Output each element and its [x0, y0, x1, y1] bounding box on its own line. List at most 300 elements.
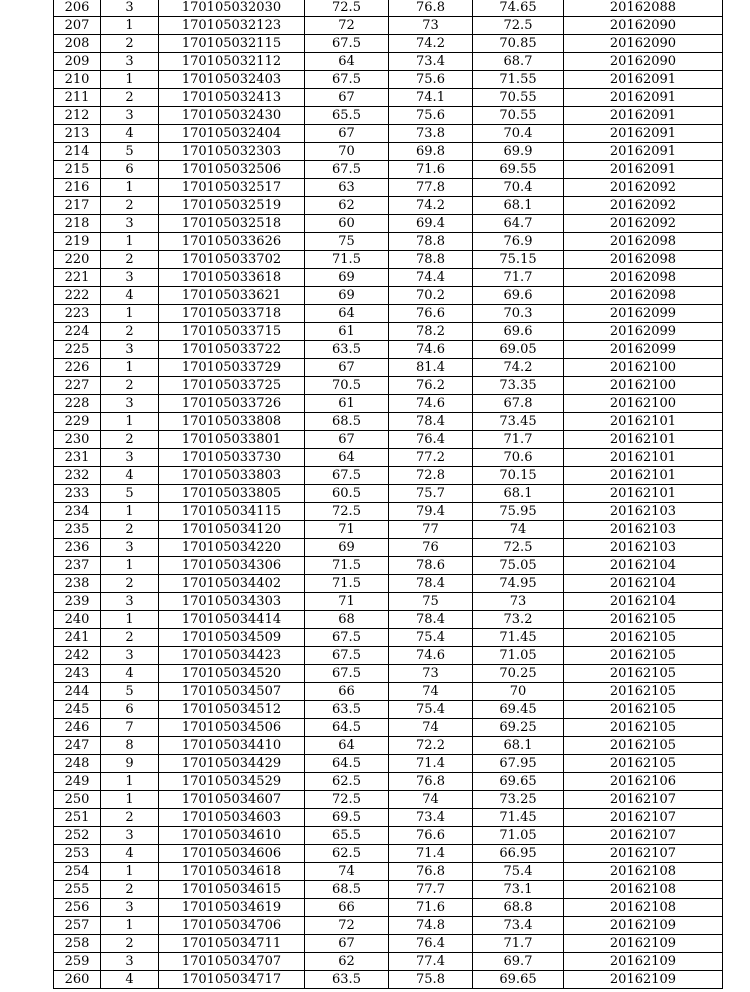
written-score-cell: 62.5	[305, 845, 389, 863]
seq-cell: 259	[54, 953, 101, 971]
table-row	[54, 197, 723, 215]
seq-cell: 237	[54, 557, 101, 575]
interview-score-cell: 69.4	[389, 215, 473, 233]
total-score-cell: 69.55	[473, 161, 564, 179]
total-score-cell: 75.15	[473, 251, 564, 269]
candidate-id-cell: 170105034619	[159, 899, 305, 917]
candidate-id-cell: 170105034303	[159, 593, 305, 611]
written-score-cell: 67	[305, 359, 389, 377]
written-score-cell: 71	[305, 521, 389, 539]
interview-score-cell: 70.2	[389, 287, 473, 305]
candidate-id-cell: 170105032430	[159, 107, 305, 125]
seq-cell: 246	[54, 719, 101, 737]
seq-cell: 260	[54, 971, 101, 989]
written-score-cell: 72.5	[305, 791, 389, 809]
position-code-cell: 20162091	[564, 71, 723, 89]
total-score-cell: 73.2	[473, 611, 564, 629]
rank-cell: 3	[101, 899, 159, 917]
written-score-cell: 68	[305, 611, 389, 629]
seq-cell: 222	[54, 287, 101, 305]
seq-cell: 221	[54, 269, 101, 287]
candidate-id-cell: 170105034603	[159, 809, 305, 827]
rank-cell: 7	[101, 719, 159, 737]
rank-cell: 2	[101, 521, 159, 539]
position-code-cell: 20162108	[564, 881, 723, 899]
position-code-cell: 20162107	[564, 809, 723, 827]
position-code-cell: 20162101	[564, 449, 723, 467]
total-score-cell: 70.55	[473, 89, 564, 107]
rank-cell: 3	[101, 269, 159, 287]
position-code-cell: 20162105	[564, 629, 723, 647]
position-code-cell: 20162108	[564, 863, 723, 881]
candidate-id-cell: 170105032519	[159, 197, 305, 215]
total-score-cell: 70.6	[473, 449, 564, 467]
rank-cell: 5	[101, 485, 159, 503]
interview-score-cell: 78.6	[389, 557, 473, 575]
rank-cell: 3	[101, 395, 159, 413]
total-score-cell: 73.1	[473, 881, 564, 899]
candidate-id-cell: 170105033621	[159, 287, 305, 305]
interview-score-cell: 74.6	[389, 341, 473, 359]
total-score-cell: 73	[473, 593, 564, 611]
written-score-cell: 67.5	[305, 647, 389, 665]
total-score-cell: 73.4	[473, 917, 564, 935]
table-row	[54, 755, 723, 773]
seq-cell: 236	[54, 539, 101, 557]
position-code-cell: 20162101	[564, 413, 723, 431]
seq-cell: 247	[54, 737, 101, 755]
table-row	[54, 53, 723, 71]
position-code-cell: 20162108	[564, 899, 723, 917]
candidate-id-cell: 170105033729	[159, 359, 305, 377]
table-row	[54, 305, 723, 323]
written-score-cell: 68.5	[305, 881, 389, 899]
candidate-id-cell: 170105034410	[159, 737, 305, 755]
rank-cell: 1	[101, 413, 159, 431]
table-row	[54, 719, 723, 737]
table-row	[54, 521, 723, 539]
rank-cell: 1	[101, 179, 159, 197]
seq-cell: 244	[54, 683, 101, 701]
position-code-cell: 20162092	[564, 197, 723, 215]
interview-score-cell: 77.4	[389, 953, 473, 971]
total-score-cell: 71.7	[473, 269, 564, 287]
position-code-cell: 20162091	[564, 89, 723, 107]
total-score-cell: 68.1	[473, 737, 564, 755]
position-code-cell: 20162090	[564, 35, 723, 53]
interview-score-cell: 73.4	[389, 53, 473, 71]
total-score-cell: 74	[473, 521, 564, 539]
rank-cell: 2	[101, 629, 159, 647]
rank-cell: 2	[101, 251, 159, 269]
candidate-id-cell: 170105032303	[159, 143, 305, 161]
position-code-cell: 20162107	[564, 791, 723, 809]
written-score-cell: 67	[305, 431, 389, 449]
candidate-id-cell: 170105032506	[159, 161, 305, 179]
interview-score-cell: 75.6	[389, 71, 473, 89]
candidate-id-cell: 170105034306	[159, 557, 305, 575]
table-row	[54, 647, 723, 665]
candidate-id-cell: 170105033618	[159, 269, 305, 287]
written-score-cell: 69.5	[305, 809, 389, 827]
total-score-cell: 75.05	[473, 557, 564, 575]
interview-score-cell: 74.6	[389, 395, 473, 413]
table-row	[54, 953, 723, 971]
table-row	[54, 377, 723, 395]
position-code-cell: 20162105	[564, 755, 723, 773]
written-score-cell: 66	[305, 899, 389, 917]
position-code-cell: 20162103	[564, 503, 723, 521]
position-code-cell: 20162103	[564, 521, 723, 539]
seq-cell: 239	[54, 593, 101, 611]
total-score-cell: 70.55	[473, 107, 564, 125]
total-score-cell: 76.9	[473, 233, 564, 251]
interview-score-cell: 79.4	[389, 503, 473, 521]
position-code-cell: 20162105	[564, 701, 723, 719]
written-score-cell: 60	[305, 215, 389, 233]
interview-score-cell: 78.4	[389, 413, 473, 431]
interview-score-cell: 77	[389, 521, 473, 539]
rank-cell: 4	[101, 467, 159, 485]
written-score-cell: 71.5	[305, 251, 389, 269]
rank-cell: 4	[101, 287, 159, 305]
candidate-id-cell: 170105034618	[159, 863, 305, 881]
table-row	[54, 269, 723, 287]
total-score-cell: 70.4	[473, 125, 564, 143]
table-row	[54, 215, 723, 233]
table-row	[54, 845, 723, 863]
position-code-cell: 20162104	[564, 575, 723, 593]
candidate-id-cell: 170105032413	[159, 89, 305, 107]
interview-score-cell: 73.4	[389, 809, 473, 827]
seq-cell: 235	[54, 521, 101, 539]
total-score-cell: 71.55	[473, 71, 564, 89]
written-score-cell: 66	[305, 683, 389, 701]
seq-cell: 231	[54, 449, 101, 467]
position-code-cell: 20162091	[564, 107, 723, 125]
seq-cell: 254	[54, 863, 101, 881]
table-row	[54, 539, 723, 557]
total-score-cell: 72.5	[473, 17, 564, 35]
seq-cell: 242	[54, 647, 101, 665]
candidate-id-cell: 170105033726	[159, 395, 305, 413]
table-row	[54, 629, 723, 647]
total-score-cell: 69.9	[473, 143, 564, 161]
seq-cell: 240	[54, 611, 101, 629]
total-score-cell: 71.7	[473, 431, 564, 449]
interview-score-cell: 78.4	[389, 575, 473, 593]
interview-score-cell: 71.4	[389, 755, 473, 773]
interview-score-cell: 74	[389, 719, 473, 737]
table-row	[54, 143, 723, 161]
written-score-cell: 70.5	[305, 377, 389, 395]
table-row	[54, 737, 723, 755]
position-code-cell: 20162091	[564, 143, 723, 161]
seq-cell: 245	[54, 701, 101, 719]
total-score-cell: 74.95	[473, 575, 564, 593]
written-score-cell: 64	[305, 449, 389, 467]
table-row	[54, 701, 723, 719]
candidate-id-cell: 170105034509	[159, 629, 305, 647]
written-score-cell: 64	[305, 305, 389, 323]
table-row	[54, 971, 723, 989]
candidate-id-cell: 170105034711	[159, 935, 305, 953]
total-score-cell: 66.95	[473, 845, 564, 863]
position-code-cell: 20162107	[564, 827, 723, 845]
table-row	[54, 413, 723, 431]
position-code-cell: 20162099	[564, 341, 723, 359]
total-score-cell: 69.25	[473, 719, 564, 737]
interview-score-cell: 77.7	[389, 881, 473, 899]
written-score-cell: 67	[305, 935, 389, 953]
interview-score-cell: 76.6	[389, 305, 473, 323]
interview-score-cell: 74	[389, 791, 473, 809]
interview-score-cell: 75.7	[389, 485, 473, 503]
written-score-cell: 63	[305, 179, 389, 197]
rank-cell: 3	[101, 341, 159, 359]
interview-score-cell: 78.8	[389, 251, 473, 269]
seq-cell: 252	[54, 827, 101, 845]
position-code-cell: 20162109	[564, 917, 723, 935]
rank-cell: 4	[101, 971, 159, 989]
total-score-cell: 69.6	[473, 323, 564, 341]
table-row	[54, 125, 723, 143]
total-score-cell: 71.7	[473, 935, 564, 953]
interview-score-cell: 73	[389, 665, 473, 683]
candidate-id-cell: 170105034512	[159, 701, 305, 719]
written-score-cell: 65.5	[305, 827, 389, 845]
candidate-id-cell: 170105033801	[159, 431, 305, 449]
interview-score-cell: 76.6	[389, 827, 473, 845]
seq-cell: 218	[54, 215, 101, 233]
seq-cell: 211	[54, 89, 101, 107]
table-row	[54, 683, 723, 701]
written-score-cell: 72	[305, 17, 389, 35]
written-score-cell: 67.5	[305, 665, 389, 683]
rank-cell: 6	[101, 701, 159, 719]
interview-score-cell: 74.2	[389, 35, 473, 53]
candidate-id-cell: 170105033730	[159, 449, 305, 467]
table-row	[54, 809, 723, 827]
rank-cell: 3	[101, 539, 159, 557]
total-score-cell: 69.6	[473, 287, 564, 305]
total-score-cell: 69.05	[473, 341, 564, 359]
rank-cell: 1	[101, 359, 159, 377]
candidate-id-cell: 170105034610	[159, 827, 305, 845]
interview-score-cell: 75.6	[389, 107, 473, 125]
table-row	[54, 935, 723, 953]
interview-score-cell: 76.8	[389, 773, 473, 791]
rank-cell: 5	[101, 683, 159, 701]
written-score-cell: 64.5	[305, 755, 389, 773]
position-code-cell: 20162105	[564, 683, 723, 701]
written-score-cell: 64	[305, 737, 389, 755]
rank-cell: 2	[101, 377, 159, 395]
position-code-cell: 20162099	[564, 323, 723, 341]
seq-cell: 229	[54, 413, 101, 431]
position-code-cell: 20162103	[564, 539, 723, 557]
written-score-cell: 69	[305, 287, 389, 305]
rank-cell: 1	[101, 863, 159, 881]
position-code-cell: 20162098	[564, 287, 723, 305]
interview-score-cell: 69.8	[389, 143, 473, 161]
written-score-cell: 71	[305, 593, 389, 611]
written-score-cell: 74	[305, 863, 389, 881]
table-row	[54, 359, 723, 377]
position-code-cell: 20162099	[564, 305, 723, 323]
seq-cell: 220	[54, 251, 101, 269]
written-score-cell: 65.5	[305, 107, 389, 125]
table-row	[54, 881, 723, 899]
table-row	[54, 899, 723, 917]
table-row	[54, 161, 723, 179]
interview-score-cell: 75.4	[389, 701, 473, 719]
written-score-cell: 67	[305, 125, 389, 143]
position-code-cell: 20162090	[564, 17, 723, 35]
rank-cell: 1	[101, 233, 159, 251]
table-row	[54, 0, 723, 17]
table-row	[54, 89, 723, 107]
total-score-cell: 70.25	[473, 665, 564, 683]
table-row	[54, 449, 723, 467]
written-score-cell: 71.5	[305, 557, 389, 575]
rank-cell: 1	[101, 791, 159, 809]
written-score-cell: 67.5	[305, 35, 389, 53]
total-score-cell: 73.45	[473, 413, 564, 431]
table-row	[54, 323, 723, 341]
seq-cell: 212	[54, 107, 101, 125]
candidate-id-cell: 170105034120	[159, 521, 305, 539]
total-score-cell: 70	[473, 683, 564, 701]
candidate-id-cell: 170105033722	[159, 341, 305, 359]
seq-cell: 253	[54, 845, 101, 863]
seq-cell: 241	[54, 629, 101, 647]
rank-cell: 4	[101, 665, 159, 683]
position-code-cell: 20162105	[564, 665, 723, 683]
total-score-cell: 68.7	[473, 53, 564, 71]
rank-cell: 6	[101, 161, 159, 179]
interview-score-cell: 71.6	[389, 161, 473, 179]
total-score-cell: 71.45	[473, 809, 564, 827]
position-code-cell: 20162100	[564, 395, 723, 413]
total-score-cell: 75.95	[473, 503, 564, 521]
candidate-id-cell: 170105034115	[159, 503, 305, 521]
seq-cell: 216	[54, 179, 101, 197]
seq-cell: 224	[54, 323, 101, 341]
position-code-cell: 20162100	[564, 359, 723, 377]
total-score-cell: 67.95	[473, 755, 564, 773]
interview-score-cell: 76.2	[389, 377, 473, 395]
candidate-id-cell: 170105034507	[159, 683, 305, 701]
table-row	[54, 107, 723, 125]
candidate-id-cell: 170105034607	[159, 791, 305, 809]
table-row	[54, 395, 723, 413]
position-code-cell: 20162109	[564, 971, 723, 989]
total-score-cell: 69.65	[473, 971, 564, 989]
rank-cell: 1	[101, 305, 159, 323]
table-row	[54, 467, 723, 485]
written-score-cell: 72.5	[305, 0, 389, 17]
candidate-id-cell: 170105033805	[159, 485, 305, 503]
position-code-cell: 20162105	[564, 611, 723, 629]
seq-cell: 249	[54, 773, 101, 791]
written-score-cell: 72.5	[305, 503, 389, 521]
interview-score-cell: 76.4	[389, 431, 473, 449]
written-score-cell: 69	[305, 269, 389, 287]
seq-cell: 250	[54, 791, 101, 809]
score-table	[53, 0, 723, 989]
seq-cell: 243	[54, 665, 101, 683]
seq-cell: 223	[54, 305, 101, 323]
position-code-cell: 20162098	[564, 233, 723, 251]
written-score-cell: 68.5	[305, 413, 389, 431]
written-score-cell: 63.5	[305, 971, 389, 989]
table-row	[54, 773, 723, 791]
seq-cell: 258	[54, 935, 101, 953]
interview-score-cell: 72.2	[389, 737, 473, 755]
candidate-id-cell: 170105032112	[159, 53, 305, 71]
rank-cell: 3	[101, 53, 159, 71]
written-score-cell: 64	[305, 53, 389, 71]
candidate-id-cell: 170105034506	[159, 719, 305, 737]
rank-cell: 3	[101, 827, 159, 845]
candidate-id-cell: 170105034606	[159, 845, 305, 863]
candidate-id-cell: 170105034717	[159, 971, 305, 989]
total-score-cell: 69.65	[473, 773, 564, 791]
interview-score-cell: 74.6	[389, 647, 473, 665]
candidate-id-cell: 170105034707	[159, 953, 305, 971]
seq-cell: 257	[54, 917, 101, 935]
table-row	[54, 503, 723, 521]
position-code-cell: 20162098	[564, 269, 723, 287]
table-row	[54, 251, 723, 269]
written-score-cell: 71.5	[305, 575, 389, 593]
table-body	[54, 0, 723, 989]
table-row	[54, 179, 723, 197]
interview-score-cell: 78.8	[389, 233, 473, 251]
rank-cell: 3	[101, 953, 159, 971]
seq-cell: 232	[54, 467, 101, 485]
candidate-id-cell: 170105034520	[159, 665, 305, 683]
total-score-cell: 74.2	[473, 359, 564, 377]
seq-cell: 251	[54, 809, 101, 827]
written-score-cell: 61	[305, 323, 389, 341]
position-code-cell: 20162098	[564, 251, 723, 269]
candidate-id-cell: 170105034615	[159, 881, 305, 899]
rank-cell: 2	[101, 323, 159, 341]
rank-cell: 1	[101, 71, 159, 89]
seq-cell: 227	[54, 377, 101, 395]
interview-score-cell: 75.8	[389, 971, 473, 989]
candidate-id-cell: 170105033803	[159, 467, 305, 485]
total-score-cell: 73.25	[473, 791, 564, 809]
table-row	[54, 485, 723, 503]
candidate-id-cell: 170105032403	[159, 71, 305, 89]
total-score-cell: 67.8	[473, 395, 564, 413]
total-score-cell: 71.45	[473, 629, 564, 647]
written-score-cell: 67.5	[305, 161, 389, 179]
position-code-cell: 20162105	[564, 719, 723, 737]
interview-score-cell: 74.8	[389, 917, 473, 935]
interview-score-cell: 81.4	[389, 359, 473, 377]
rank-cell: 2	[101, 89, 159, 107]
candidate-id-cell: 170105034423	[159, 647, 305, 665]
total-score-cell: 69.45	[473, 701, 564, 719]
total-score-cell: 70.3	[473, 305, 564, 323]
rank-cell: 8	[101, 737, 159, 755]
position-code-cell: 20162092	[564, 179, 723, 197]
seq-cell: 238	[54, 575, 101, 593]
